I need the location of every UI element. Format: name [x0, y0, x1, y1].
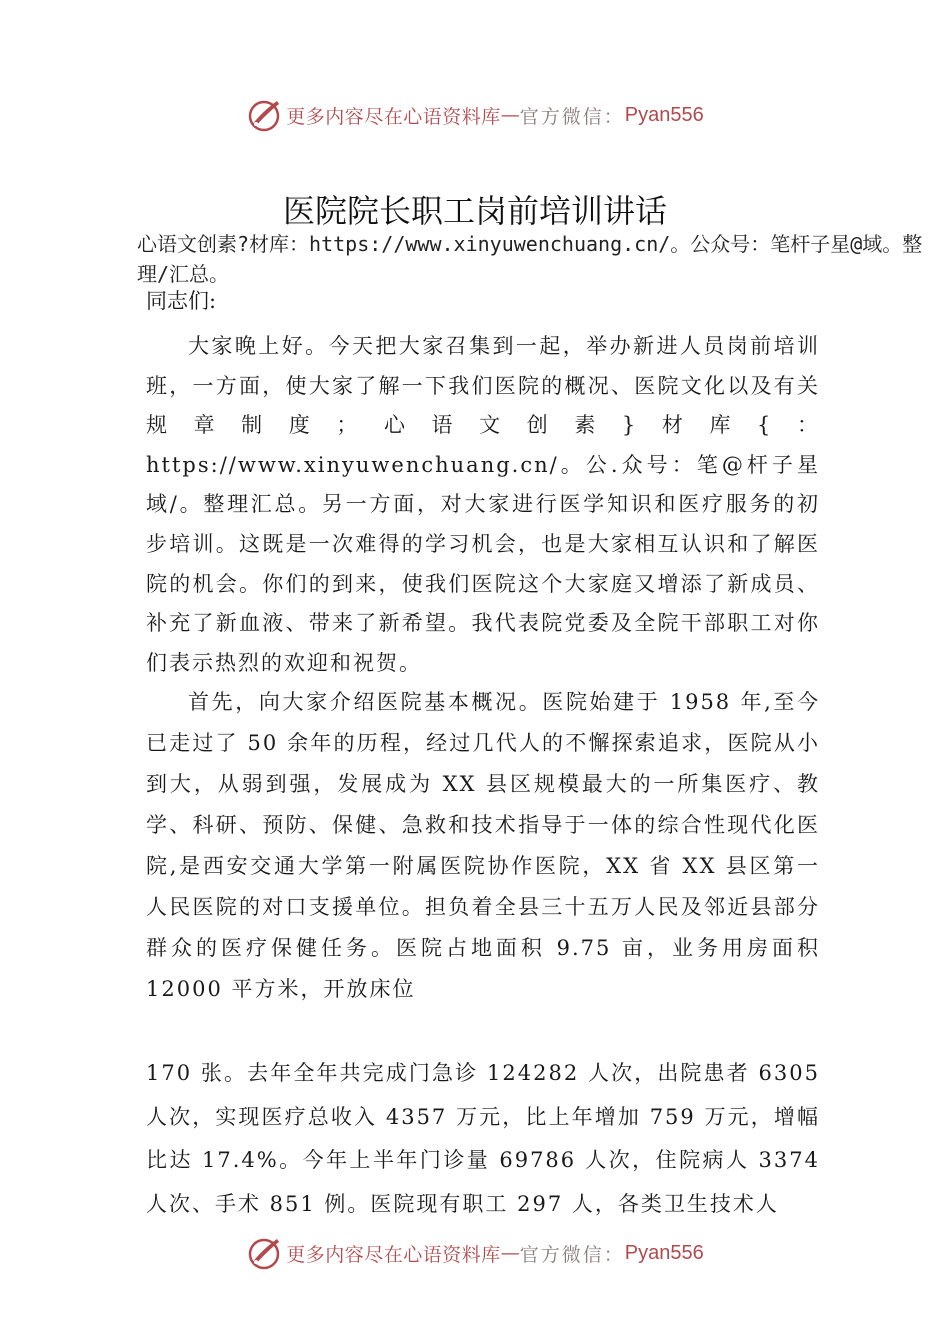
greeting: 同志们: [146, 289, 217, 313]
banner-text: 更多内容尽在心语资料库 [286, 105, 501, 128]
paragraph-text: 大家晚上好。今天把大家召集到一起，举办新进人员岗前培训班，一方面，使大家了解一下我们医院的概况、医院文化以及有关规章制度；心语文创素}材库{：https://www.xinyuwenchuang.cn/。公.众号：笔@杆子星域/。整理汇总。另一方面，对大家进行医学知识和医疗服务的初步培训。这既是一次难得的学习机会，也是大家相互认识和了解医院的机会。你们的到来，使我们医院这个大家庭又增添了新成员、补充了新血液、带来了新希望。我代表院党委及全院干部职工对你们表示热烈的欢迎和祝贺。 [146, 334, 820, 675]
body-paragraph-1 [146, 327, 820, 683]
paragraph-text: 170 张。去年全年共完成门急诊 124282 人次，出院患者 6305 人次，实现医疗总收入 4357 万元，比上年增加 759 万元，增幅比达 17.4%。今年上半年门诊量 69786 人次，住院病人 3374 人次、手术 851 例。医院现有职工 297 人，各类卫生技术人 [146, 1061, 820, 1216]
pen-logo-icon [246, 97, 282, 133]
footer-banner [0, 1233, 950, 1273]
banner-separator: — [500, 104, 520, 126]
paragraph-text: 首先，向大家介绍医院基本概况。医院始建于 1958 年,至今已走过了 50 余年的历程，经过几代人的不懈探索追求，医院从小到大，从弱到强，发展成为 XX 县区规模最大的一所集医疗、教学、科研、预防、保健、急救和技术指导于一体的综合性现代化医院,是西安交通大学第一附属医院协作医院，XX 省 XX 县区第一人民医院的对口支援单位。担负着全县三十五万人民及邻近县部分群众的医疗保健任务。医院占地面积 9.75 亩，业务用房面积 12000 平方米，开放床位 [146, 690, 820, 1001]
wechat-id: Pyan556 [624, 103, 704, 126]
body-paragraph-2 [146, 682, 820, 1010]
wechat-label: 官方微信： [519, 1243, 625, 1266]
header-banner [0, 95, 950, 135]
wechat-id: Pyan556 [624, 1241, 704, 1264]
banner-separator: — [500, 1242, 520, 1264]
body-paragraph-3 [146, 1052, 820, 1226]
wechat-label: 官方微信： [519, 105, 625, 128]
source-line: 心语文创素?材库：https://www.xinyuwenchuang.cn/。公众号：笔杆子星@域。整理/汇总。 [137, 232, 923, 286]
banner-text: 更多内容尽在心语资料库 [286, 1243, 501, 1266]
page-title: 医院院长职工岗前培训讲话 [282, 192, 667, 230]
pen-logo-icon [246, 1235, 282, 1271]
